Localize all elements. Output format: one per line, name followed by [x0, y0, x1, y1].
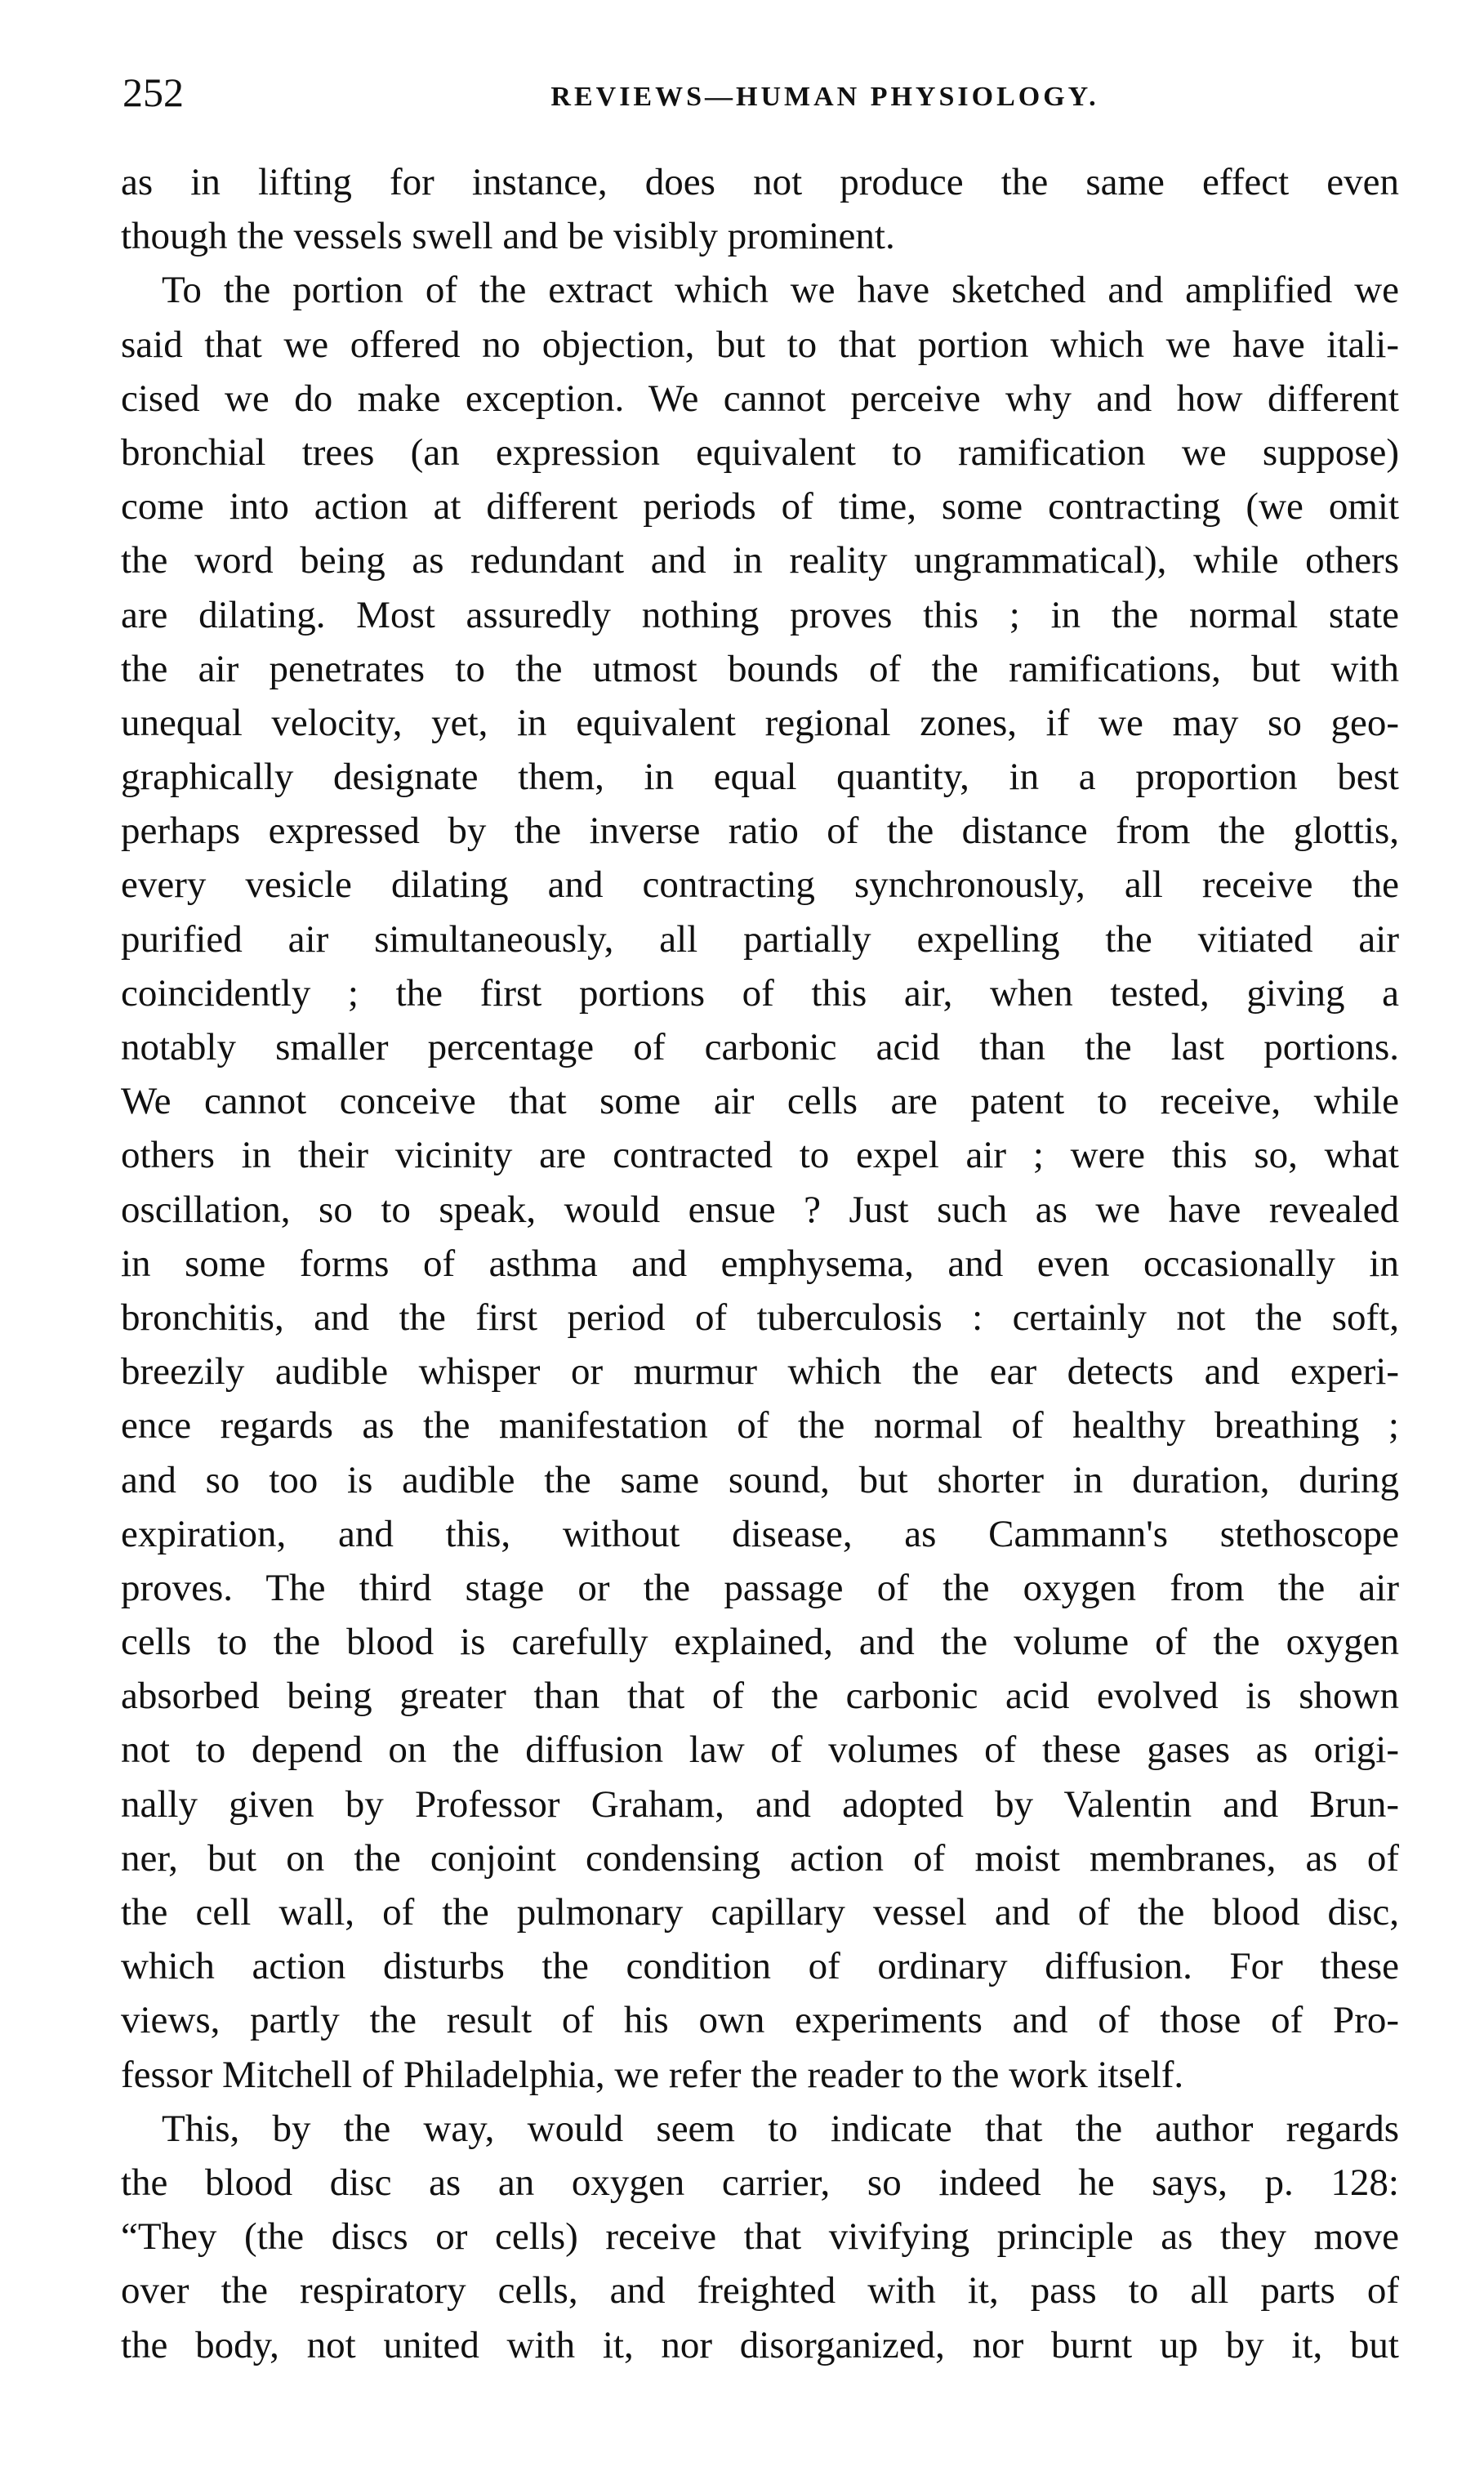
- text-line: breezily audible whisper or murmur which the ear detects and experi-: [121, 1350, 1399, 1394]
- text-line: fessor Mitchell of Philadelphia, we refer the reader to the work itself.: [121, 2053, 1184, 2096]
- text-line: the blood disc as an oxygen carrier, so indeed he says, p. 128:: [121, 2161, 1399, 2204]
- text-line: said that we offered no objection, but to that portion which we have itali-: [121, 323, 1399, 366]
- text-line: bronchitis, and the first period of tuberculosis : certainly not the soft,: [121, 1296, 1399, 1339]
- text-line: the word being as redundant and in reality ungrammatical), while others: [121, 539, 1399, 582]
- text-line: views, partly the result of his own experiments and of those of Pro-: [121, 1999, 1399, 2042]
- running-head-title: REVIEWS—HUMAN PHYSIOLOGY.: [550, 82, 1099, 112]
- body-text: [121, 155, 1399, 2372]
- text-line: nally given by Professor Graham, and adopted by Valentin and Brun-: [121, 1782, 1399, 1826]
- text-line: and so too is audible the same sound, but shorter in duration, during: [121, 1458, 1399, 1501]
- text-line: which action disturbs the condition of ordinary diffusion. For these: [121, 1945, 1399, 1988]
- text-line: cised we do make exception. We cannot perceive why and how different: [121, 377, 1399, 420]
- text-line: others in their vicinity are contracted to expel air ; were this so, what: [121, 1134, 1399, 1177]
- text-line: come into action at different periods of time, some contracting (we omit: [121, 485, 1399, 529]
- text-line: ence regards as the manifestation of the normal of healthy breathing ;: [121, 1404, 1399, 1447]
- page-number: 252: [123, 69, 184, 115]
- text-line: perhaps expressed by the inverse ratio of the distance from the glottis,: [121, 810, 1399, 853]
- text-line: This, by the way, would seem to indicate that the author regards: [162, 2107, 1399, 2150]
- text-line: absorbed being greater than that of the carbonic acid evolved is shown: [121, 1675, 1399, 1718]
- text-line: graphically designate them, in equal quantity, in a proportion best: [121, 756, 1399, 799]
- text-line: the body, not united with it, nor disorganized, nor burnt up by it, but: [121, 2323, 1399, 2366]
- text-line: though the vessels swell and be visibly prominent.: [121, 215, 895, 258]
- text-line: every vesicle dilating and contracting synchronously, all receive the: [121, 863, 1399, 907]
- text-line: oscillation, so to speak, would ensue ? Just such as we have revealed: [121, 1188, 1399, 1231]
- text-line: as in lifting for instance, does not produce the same effect even: [121, 161, 1399, 203]
- text-line: in some forms of asthma and emphysema, and even occasionally in: [121, 1242, 1399, 1285]
- text-line: over the respiratory cells, and freighted with it, pass to all parts of: [121, 2269, 1399, 2313]
- text-line: purified air simultaneously, all partially expelling the vitiated air: [121, 917, 1399, 961]
- text-line: To the portion of the extract which we have sketched and amplified we: [162, 269, 1399, 312]
- text-line: are dilating. Most assuredly nothing proves this ; in the normal state: [121, 593, 1399, 636]
- text-line: not to depend on the diffusion law of volumes of these gases as origi-: [121, 1728, 1399, 1772]
- text-line: coincidently ; the first portions of this air, when tested, giving a: [121, 971, 1399, 1015]
- text-line: the air penetrates to the utmost bounds of the ramifications, but with: [121, 647, 1399, 690]
- text-line: expiration, and this, without disease, as Cammann's stethoscope: [121, 1512, 1399, 1555]
- text-line: “They (the discs or cells) receive that vivifying principle as they move: [121, 2215, 1399, 2259]
- text-line: proves. The third stage or the passage of the oxygen from the air: [121, 1566, 1399, 1609]
- text-line: the cell wall, of the pulmonary capillary vessel and of the blood disc,: [121, 1891, 1399, 1934]
- text-line: We cannot conceive that some air cells are patent to receive, while: [121, 1080, 1399, 1123]
- text-line: cells to the blood is carefully explained, and the volume of the oxygen: [121, 1621, 1399, 1664]
- text-line: bronchial trees (an expression equivalent to ramification we suppose): [121, 430, 1399, 474]
- text-line: ner, but on the conjoint condensing action of moist membranes, as of: [121, 1836, 1399, 1880]
- text-line: unequal velocity, yet, in equivalent regional zones, if we may so geo-: [121, 701, 1399, 744]
- text-line: notably smaller percentage of carbonic acid than the last portions.: [121, 1026, 1399, 1068]
- running-head: [123, 64, 1405, 121]
